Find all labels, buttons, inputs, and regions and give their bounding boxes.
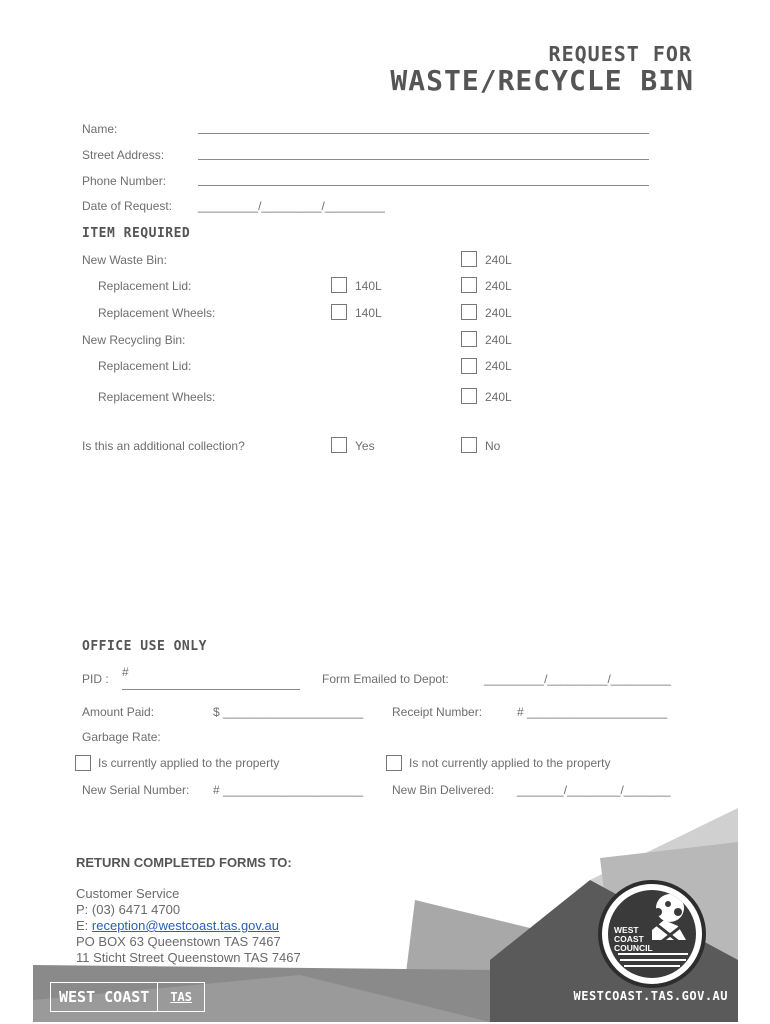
new-serial-number-field[interactable]: # _____________________ [213, 783, 364, 797]
item-required-heading: ITEM REQUIRED [82, 226, 191, 241]
additional-collection-yes-label: Yes [355, 439, 375, 453]
receipt-number-field[interactable]: # _____________________ [517, 705, 668, 719]
phone-number-field[interactable] [198, 185, 649, 186]
new-bin-delivered-field[interactable]: _______/________/_______ [517, 783, 671, 797]
amount-paid-field[interactable]: $ _____________________ [213, 705, 364, 719]
name-field[interactable] [198, 133, 649, 134]
phone-number-label: Phone Number: [82, 174, 167, 188]
logo-west-coast: WEST COAST [51, 983, 158, 1011]
seal-text-west: WEST [614, 925, 639, 935]
recycling-replacement-wheels-240-label: 240L [485, 390, 512, 404]
not-applied-checkbox[interactable] [386, 755, 402, 771]
title-line-1: REQUEST FOR [548, 42, 692, 66]
replacement-lid-240-checkbox[interactable] [461, 277, 477, 293]
office-use-heading: OFFICE USE ONLY [82, 639, 207, 654]
website-url[interactable]: WESTCOAST.TAS.GOV.AU [573, 989, 728, 1003]
return-heading: RETURN COMPLETED FORMS TO: [76, 855, 292, 870]
replacement-wheels-240-label: 240L [485, 306, 512, 320]
street-address-label: Street Address: [82, 148, 165, 162]
receipt-number-label: Receipt Number: [392, 705, 483, 719]
seal-text-council: COUNCIL [614, 943, 653, 953]
new-serial-number-label: New Serial Number: [82, 783, 190, 797]
recycling-replacement-wheels-label: Replacement Wheels: [98, 390, 216, 404]
contact-phone: P: (03) 6471 4700 [76, 902, 181, 917]
contact-email-line [76, 918, 301, 934]
currently-applied-label: Is currently applied to the property [98, 756, 280, 770]
new-recycling-bin-240-checkbox[interactable] [461, 331, 477, 347]
not-applied-label: Is not currently applied to the property [409, 756, 611, 770]
new-bin-delivered-label: New Bin Delivered: [392, 783, 495, 797]
replacement-lid-140-checkbox[interactable] [331, 277, 347, 293]
pid-label: PID : [82, 672, 109, 686]
additional-collection-yes-checkbox[interactable] [331, 437, 347, 453]
new-waste-bin-label: New Waste Bin: [82, 253, 167, 267]
replacement-wheels-140-checkbox[interactable] [331, 304, 347, 320]
seal-text-coast: COAST [614, 934, 644, 944]
replacement-wheels-label: Replacement Wheels: [98, 306, 216, 320]
seal-text [614, 926, 653, 953]
seal-inner-circle [608, 890, 696, 978]
pid-hash: # [122, 665, 129, 679]
recycling-replacement-lid-240-label: 240L [485, 359, 512, 373]
title-line-2: WASTE/RECYCLE BIN [390, 64, 694, 97]
replacement-lid-label: Replacement Lid: [98, 279, 192, 293]
additional-collection-question: Is this an additional collection? [82, 439, 245, 453]
recycling-replacement-lid-240-checkbox[interactable] [461, 358, 477, 374]
additional-collection-no-label: No [485, 439, 501, 453]
contact-po-box: PO BOX 63 Queenstown TAS 7467 [76, 934, 281, 949]
date-of-request-label: Date of Request: [82, 199, 173, 213]
recycling-replacement-wheels-240-checkbox[interactable] [461, 388, 477, 404]
form-emailed-field[interactable]: _________/_________/_________ [484, 672, 671, 686]
new-recycling-bin-label: New Recycling Bin: [82, 333, 186, 347]
logo-tas: TAS [170, 990, 192, 1004]
contact-email-link[interactable]: reception@westcoast.tas.gov.au [91, 918, 280, 933]
contact-street: 11 Sticht Street Queenstown TAS 7467 [76, 950, 301, 965]
currently-applied-checkbox[interactable] [75, 755, 91, 771]
street-address-field[interactable] [198, 159, 649, 160]
replacement-lid-140-label: 140L [355, 279, 382, 293]
replacement-wheels-140-label: 140L [355, 306, 382, 320]
new-recycling-bin-240-label: 240L [485, 333, 512, 347]
contact-customer-service: Customer Service [76, 886, 180, 901]
amount-paid-label: Amount Paid: [82, 705, 155, 719]
west-coast-tas-logo [50, 982, 205, 1012]
garbage-rate-label: Garbage Rate: [82, 730, 161, 744]
date-of-request-field[interactable]: _________/_________/_________ [198, 199, 385, 213]
new-waste-bin-240-checkbox[interactable] [461, 251, 477, 267]
contact-email-prefix: E: [76, 918, 92, 933]
additional-collection-no-checkbox[interactable] [461, 437, 477, 453]
form-emailed-label: Form Emailed to Depot: [322, 672, 449, 686]
contact-block [76, 886, 301, 966]
west-coast-council-seal [598, 880, 706, 988]
replacement-lid-240-label: 240L [485, 279, 512, 293]
pid-field[interactable] [122, 689, 300, 690]
replacement-wheels-240-checkbox[interactable] [461, 304, 477, 320]
name-label: Name: [82, 122, 118, 136]
new-waste-bin-240-label: 240L [485, 253, 512, 267]
recycling-replacement-lid-label: Replacement Lid: [98, 359, 192, 373]
